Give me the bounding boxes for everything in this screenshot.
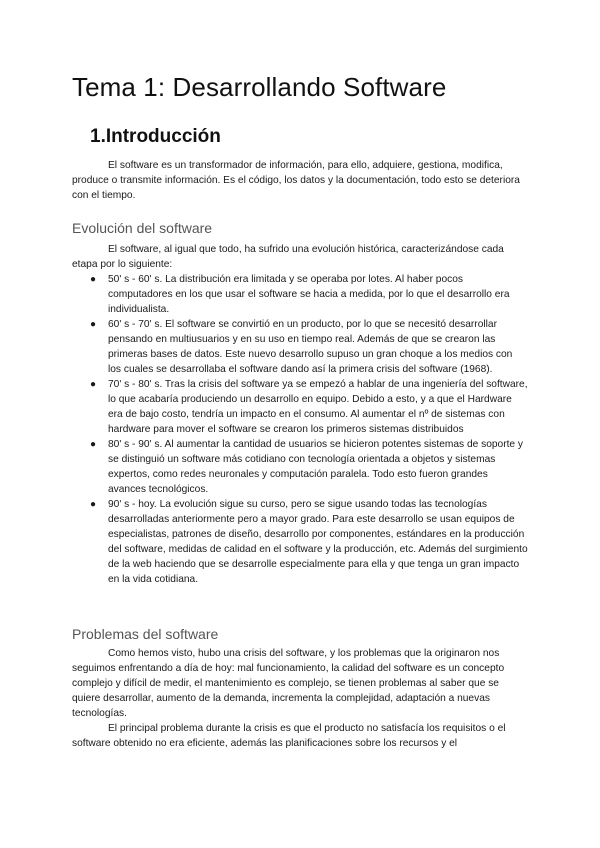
- problems-paragraph-1: Como hemos visto, hubo una crisis del software, y los problemas que la originaron nos seguimos enfrentando a día de hoy: mal funcionamiento, la calidad del software es un concepto complejo y difícil de medir, el mantenimiento es complejo, se tienen problemas al saber que se quiere desarrollar, aumento de la demanda, incrementa la complejidad, adaptación a nuevas tecnologías.: [72, 648, 505, 719]
- evolution-intro-paragraph: El software, al igual que todo, ha sufrido una evolución histórica, caracterizándose cada etapa por lo siguiente:: [72, 244, 504, 270]
- list-item-text: 90' s - hoy. La evolución sigue su curso, pero se sigue usando todas las tecnologías desarrolladas anteriormente pero a mayor grado. Para este desarrollo se usan equipos de especialistas, patrones de diseño, desarrollo por componentes, estándares en la producción del software, medidas de calidad en el software y la producción, etc. Además del surgimiento de la web haciendo que se desarrolle especialmente para ella y que tenga un gran impacto en la vida cotidiana.: [108, 499, 528, 585]
- section-heading-introduccion: 1.Introducción: [90, 126, 221, 147]
- list-item: [72, 497, 528, 587]
- list-item: [72, 317, 528, 377]
- intro-paragraph: El software es un transformador de información, para ello, adquiere, gestiona, modifica, produce o transmite información. Es el código, los datos y la documentación, todo esto se deteriora con el tiempo.: [72, 160, 520, 201]
- bullet-icon: ●: [90, 274, 97, 285]
- bullet-icon: ●: [90, 439, 97, 450]
- subsection-heading-evolucion: Evolución del software: [72, 220, 213, 236]
- evolution-bullet-list: [72, 272, 528, 587]
- problems-paragraph-2: El principal problema durante la crisis es que el producto no satisfacía los requisitos o el software obtenido no era eficiente, además las planificaciones sobre los recursos y el: [72, 723, 506, 749]
- list-item: [72, 437, 528, 497]
- list-item-text: 60' s - 70' s. El software se convirtió en un producto, por lo que se necesitó desarrollar pensando en multiusuarios y en su uso en tiempo real. Además de que se crearon las primeras bases de datos. Este nuevo desarrollo supuso un gran choque a los medios con los cuales se desarrollaba el software dando así la primera crisis del software (1968).: [108, 319, 513, 375]
- list-item: [72, 272, 528, 317]
- document-title: Tema 1: Desarrollando Software: [72, 72, 447, 102]
- list-item-text: 50' s - 60' s. La distribución era limitada y se operaba por lotes. Al haber pocos computadores en los que usar el software se hacia a medida, por lo que el desarrollo era individualista.: [108, 274, 510, 315]
- list-item-text: 80' s - 90' s. Al aumentar la cantidad de usuarios se hicieron potentes sistemas de soporte y se distinguió un software más cotidiano con tecnología orientada a objetos y sistemas expertos, como redes neuronales y computación paralela. Todo esto fueron grandes avances tecnológicos.: [108, 439, 524, 495]
- bullet-icon: ●: [90, 379, 97, 390]
- list-item: [72, 377, 528, 437]
- bullet-icon: ●: [90, 319, 97, 330]
- subsection-heading-problemas: Problemas del software: [72, 626, 219, 642]
- list-item-text: 70' s - 80' s. Tras la crisis del software ya se empezó a hablar de una ingeniería del software, lo que acabaría produciendo un desarrollo en equipo. Debido a esto, y a que el Hardware era de bajo costo, tendría un impacto en el consumo. Al aumentar el nº de sistemas con hardware para mover el software se crearon los primeros sistemas distribuidos: [108, 379, 528, 435]
- bullet-icon: ●: [90, 499, 97, 510]
